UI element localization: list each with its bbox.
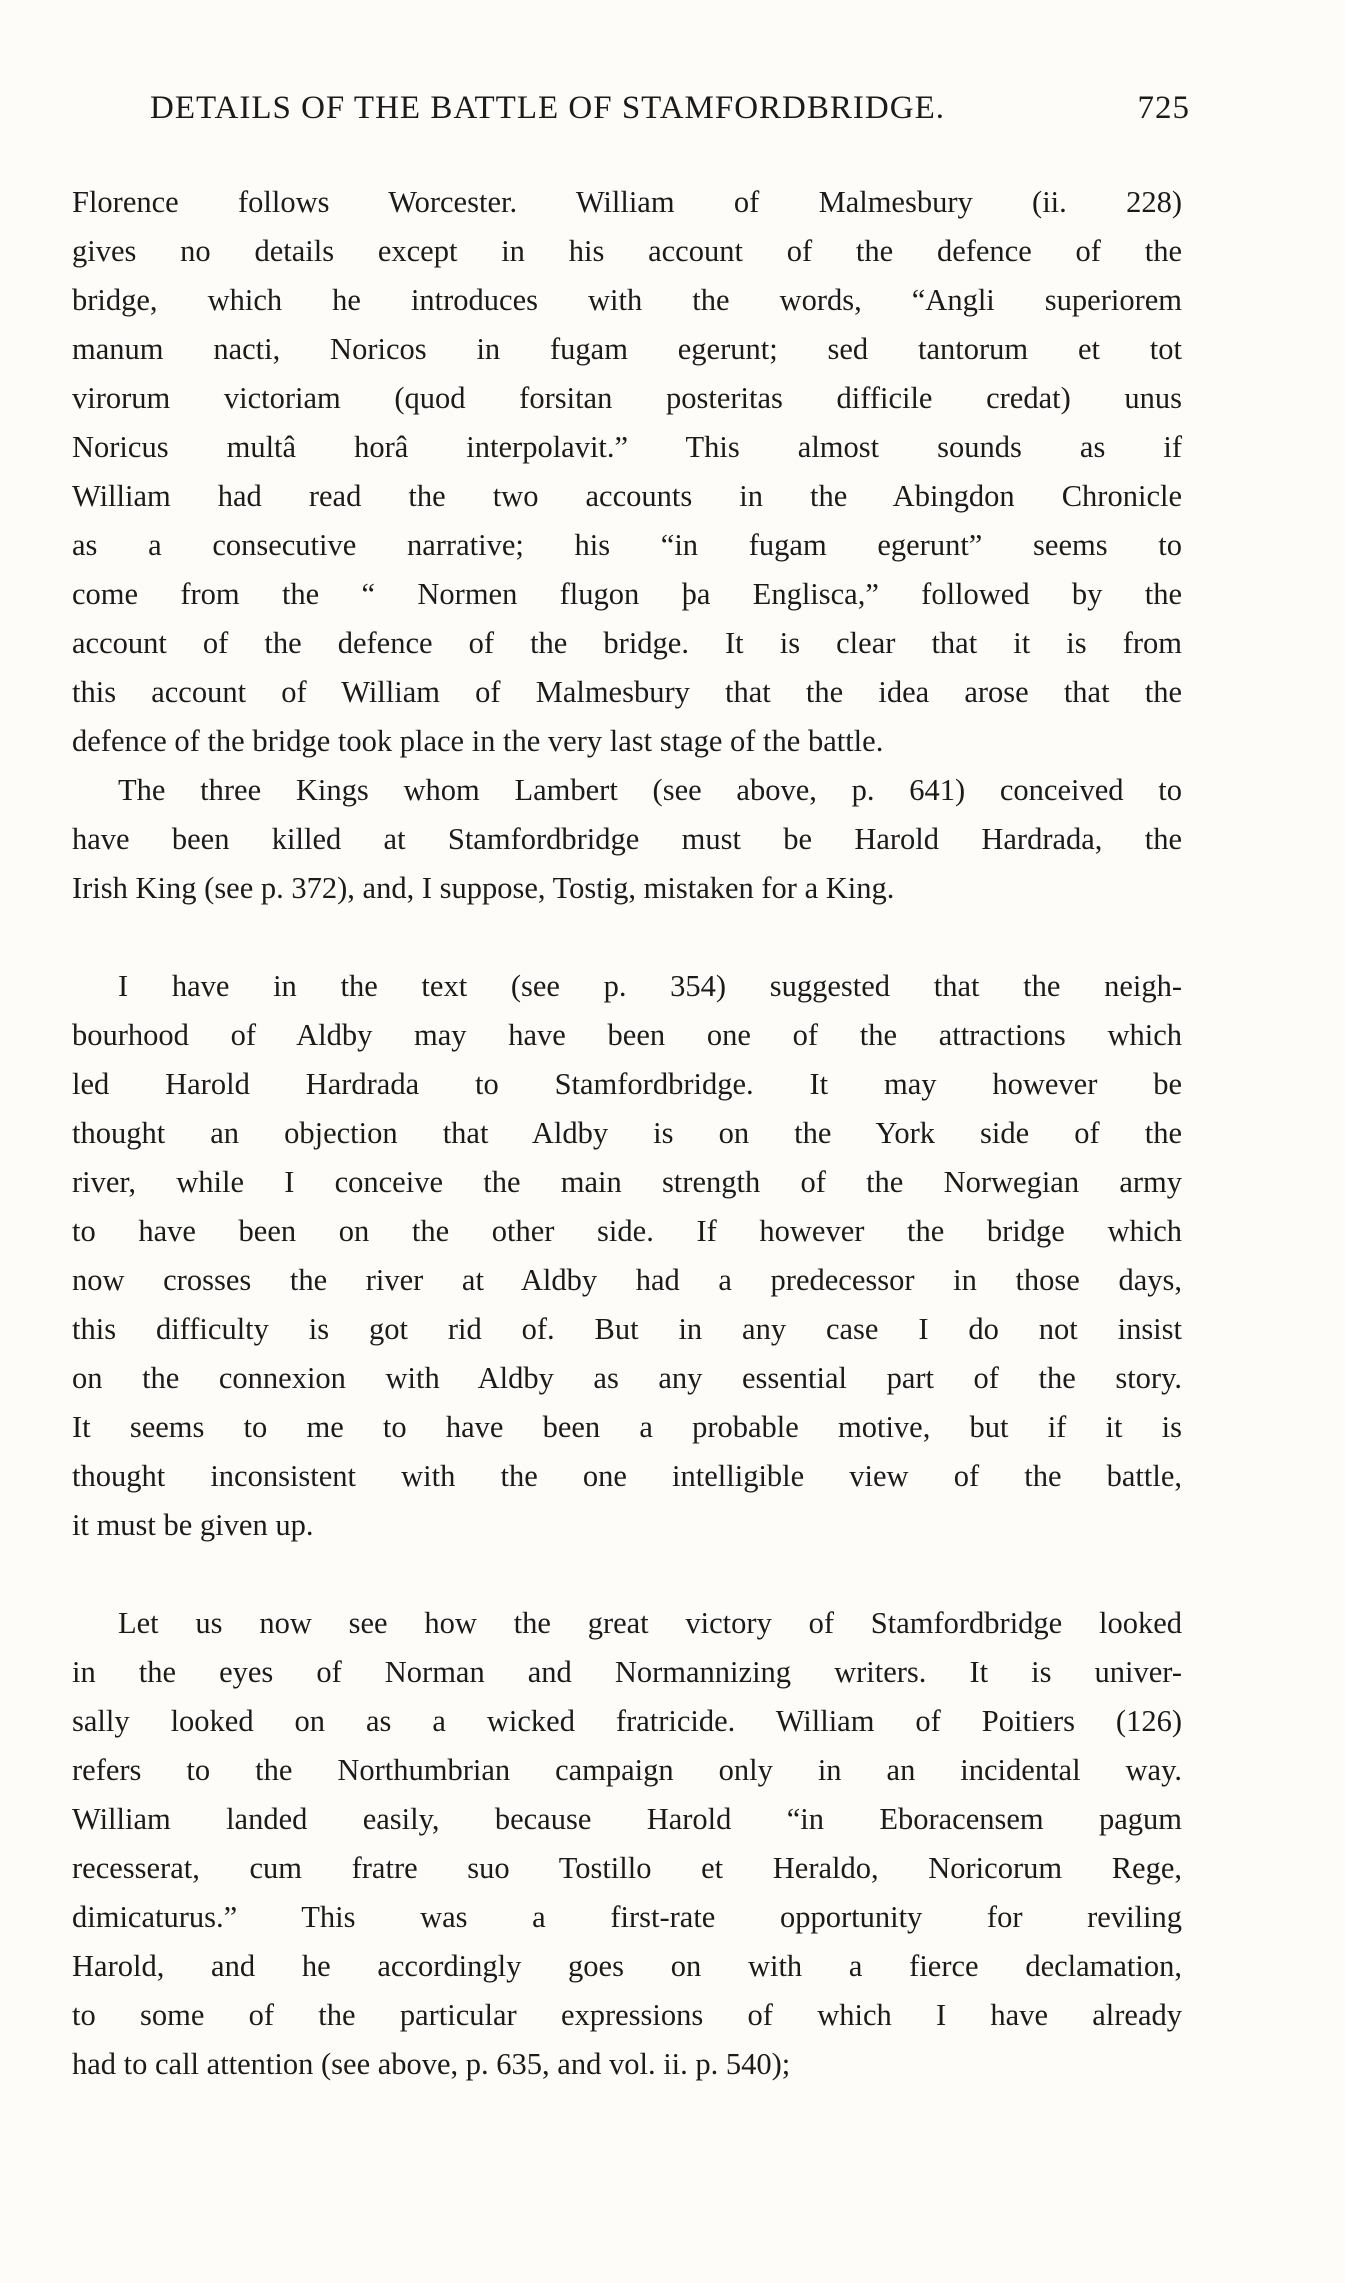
text-line: refers to the Northumbrian campaign only in an incidental way. — [72, 1753, 1182, 1787]
text-line: defence of the bridge took place in the very last stage of the battle. — [72, 724, 884, 758]
text-line: Let us now see how the great victory of Stamfordbridge looked — [118, 1606, 1182, 1640]
paragraph — [72, 766, 1182, 913]
text-line: had to call attention (see above, p. 635, and vol. ii. p. 540); — [72, 2047, 791, 2081]
text-line: as a consecutive narrative; his “in fugam egerunt” seems to — [72, 528, 1182, 562]
text-line: The three Kings whom Lambert (see above, p. 641) conceived to — [118, 773, 1182, 807]
text-line: recesserat, cum fratre suo Tostillo et Heraldo, Noricorum Rege, — [72, 1851, 1182, 1885]
text-line: come from the “ Normen flugon þa Englisca,” followed by the — [72, 577, 1182, 611]
paragraph — [72, 1599, 1182, 2089]
text-line: in the eyes of Norman and Normannizing writers. It is univer- — [72, 1655, 1182, 1689]
text-line: river, while I conceive the main strength of the Norwegian army — [72, 1165, 1182, 1199]
body-text — [72, 178, 1182, 2089]
text-line: Noricus multâ horâ interpolavit.” This almost sounds as if — [72, 430, 1182, 464]
text-line: thought inconsistent with the one intelligible view of the battle, — [72, 1459, 1182, 1493]
text-line: dimicaturus.” This was a first-rate opportunity for reviling — [72, 1900, 1182, 1934]
text-line: bourhood of Aldby may have been one of the attractions which — [72, 1018, 1182, 1052]
text-line: virorum victoriam (quod forsitan posteritas difficile credat) unus — [72, 381, 1182, 415]
text-line: now crosses the river at Aldby had a predecessor in those days, — [72, 1263, 1182, 1297]
text-line: manum nacti, Noricos in fugam egerunt; sed tantorum et tot — [72, 332, 1182, 366]
paragraph — [72, 178, 1182, 766]
text-line: Florence follows Worcester. William of Malmesbury (ii. 228) — [72, 185, 1182, 219]
text-line: on the connexion with Aldby as any essential part of the story. — [72, 1361, 1182, 1395]
text-line: sally looked on as a wicked fratricide. William of Poitiers (126) — [72, 1704, 1182, 1738]
text-line: thought an objection that Aldby is on the York side of the — [72, 1116, 1182, 1150]
text-line: bridge, which he introduces with the words, “Angli superiorem — [72, 283, 1182, 317]
text-line: I have in the text (see p. 354) suggested that the neigh- — [118, 969, 1182, 1003]
running-head — [150, 90, 1190, 130]
text-line: William had read the two accounts in the Abingdon Chronicle — [72, 479, 1182, 513]
paragraph — [72, 962, 1182, 1550]
text-line: Irish King (see p. 372), and, I suppose, Tostig, mistaken for a King. — [72, 871, 895, 905]
text-line: led Harold Hardrada to Stamfordbridge. It may however be — [72, 1067, 1182, 1101]
running-title: DETAILS OF THE BATTLE OF STAMFORDBRIDGE. — [150, 90, 945, 126]
text-line: this account of William of Malmesbury that the idea arose that the — [72, 675, 1182, 709]
text-line: account of the defence of the bridge. It is clear that it is from — [72, 626, 1182, 660]
text-line: William landed easily, because Harold “in Eboracensem pagum — [72, 1802, 1182, 1836]
text-line: have been killed at Stamfordbridge must be Harold Hardrada, the — [72, 822, 1182, 856]
text-line: to have been on the other side. If however the bridge which — [72, 1214, 1182, 1248]
text-line: this difficulty is got rid of. But in any case I do not insist — [72, 1312, 1182, 1346]
page-number: 725 — [1137, 90, 1190, 126]
text-line: gives no details except in his account of the defence of the — [72, 234, 1182, 268]
text-line: Harold, and he accordingly goes on with a fierce declamation, — [72, 1949, 1182, 1983]
text-line: to some of the particular expressions of which I have already — [72, 1998, 1182, 2032]
text-line: It seems to me to have been a probable motive, but if it is — [72, 1410, 1182, 1444]
text-line: it must be given up. — [72, 1508, 314, 1542]
